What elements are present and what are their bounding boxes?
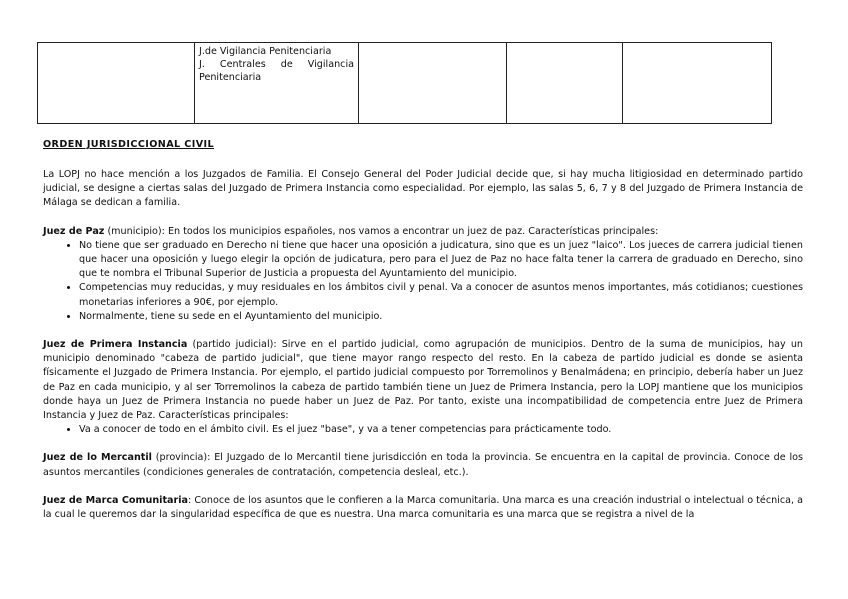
list-item: • Normalmente, tiene su sede en el Ayuntamiento del municipio. [79, 310, 803, 324]
cell-line: J.de Vigilancia Penitenciaria [199, 46, 332, 57]
cell-line: J. Centrales de Vigilancia [199, 59, 354, 70]
table-cell-courts [195, 43, 359, 124]
term-heading: Juez de Marca Comunitaria [43, 494, 189, 506]
term-heading: Juez de lo Mercantil [43, 452, 152, 464]
juez-primera-paragraph [43, 338, 803, 423]
juez-marca-paragraph [43, 494, 803, 522]
document-body [43, 139, 803, 536]
intro-paragraph: La LOPJ no hace mención a los Juzgados de Familia. El Consejo General del Poder Judicial decide que, si hay mucha litigiosidad en determinado partido judicial, se designe a ciertas salas del Juzgado de Primera Instancia como especialidad. Por ejemplo, las salas 5, 6, 7 y 8 del Juzgado de Primera Instancia de Málaga se dedican a familia. [43, 169, 803, 209]
cell-line: Penitenciaria [199, 72, 262, 83]
paragraph-text: (municipio): En todos los municipios españoles, nos vamos a encontrar un juez de paz. Características principales: [104, 225, 659, 237]
jurisdiction-table [37, 42, 772, 124]
juez-primera-list [43, 423, 803, 437]
juez-paz-list [43, 239, 803, 324]
table-cell [38, 43, 195, 124]
list-item: • Va a conocer de todo en el ámbito civil. Es el juez "base", y va a tener competencias para prácticamente todo. [79, 423, 803, 437]
section-title: ORDEN JURISDICCIONAL CIVIL [43, 139, 215, 150]
juez-paz-paragraph [43, 225, 803, 239]
table-cell [507, 43, 623, 124]
table-cell [623, 43, 772, 124]
term-heading: Juez de Paz [43, 225, 105, 237]
juez-mercantil-paragraph [43, 451, 803, 479]
list-item: • Competencias muy reducidas, y muy residuales en los ámbitos civil y penal. Va a conocer de asuntos menos importantes, más cotidianos; cuestiones monetarias inferiores a 90€, por ejemplo. [79, 281, 803, 309]
table-row [38, 43, 772, 124]
term-heading: Juez de Primera Instancia [43, 339, 188, 351]
list-item: • No tiene que ser graduado en Derecho ni tiene que hacer una oposición a judicatura, sino que es un juez "laico". Los jueces de carrera judicial tienen que hacer una oposición y luego elegir la opción de judicatura, pero para el Juez de Paz no hace falta tener la carrera de graduado en Derecho, sino que te nombra el Tribunal Superior de Justicia a propuesta del Ayuntamiento del municipio. [79, 239, 803, 282]
paragraph-text: : Conoce de los asuntos que le confieren a la Marca comunitaria. Una marca es una creación industrial o intelectual o técnica, a la cual le queremos dar la singularidad específica de que es nuestra. Una marca comunitaria es una marca que se registra a nivel de la [43, 494, 803, 521]
paragraph-text: (partido judicial): Sirve en el partido judicial, como agrupación de municipios. Dentro de la suma de municipios, hay un municipio denominado "cabeza de partido judicial", que tiene mayor rango respecto del resto. En la cabeza de partido judicial es donde se asienta físicamente el Juzgado de Primera Instancia. Por ejemplo, el partido judicial compuesto por Torremolinos y Benalmádena; en principio, debería haber un Juez de Paz en cada municipio, y al ser Torremolinos la cabeza de partido también tiene un Juez de Primera Instancia, pero la LOPJ mantiene que los municipios donde haya un Juez de Primera Instancia no puede haber un Juez de Paz. Por tanto, existe una incompatibilidad de competencia entre Juez de Primera Instancia y Juez de Paz. Características principales: [43, 339, 804, 422]
paragraph-text: (provincia): El Juzgado de lo Mercantil tiene jurisdicción en toda la provincia. Se encuentra en la capital de provincia. Conoce de los asuntos mercantiles (condiciones generales de contratación, competencia desleal, etc.). [43, 452, 804, 478]
table-cell [359, 43, 507, 124]
